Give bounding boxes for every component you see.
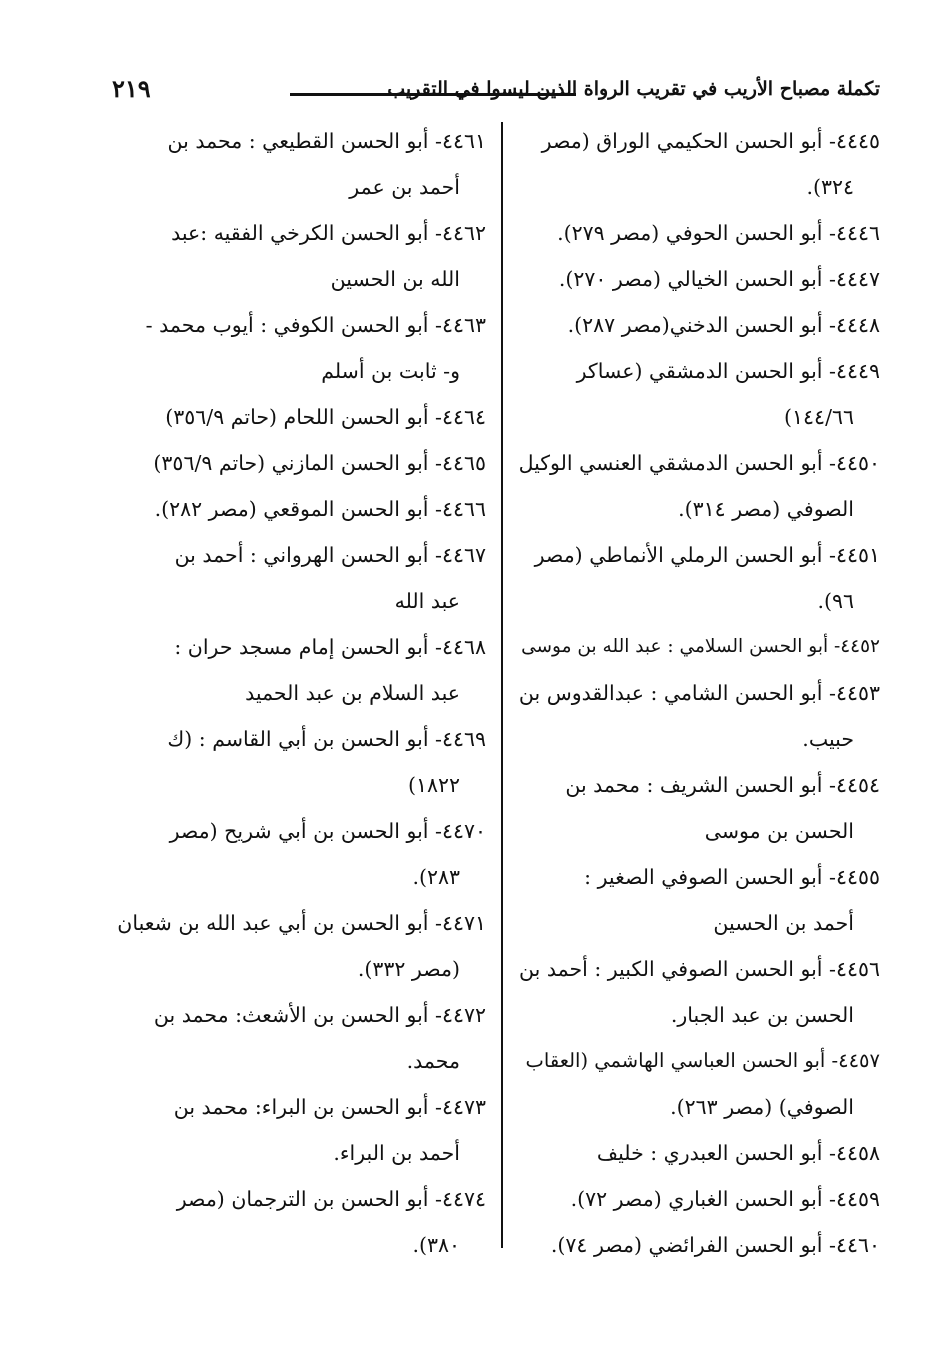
entry-continuation: محمد. (406, 1049, 460, 1073)
entry (112, 210, 486, 302)
page-number: ٢١٩ (112, 74, 151, 103)
entry (518, 302, 880, 348)
entry (112, 624, 486, 716)
entry-line: ٤٤٦٧- أبو الحسن الهرواني : أحمد بن (174, 543, 486, 567)
entry-line: ٤٤٤٥- أبو الحسن الحكيمي الوراق (مصر (541, 129, 880, 153)
entry-line: ٤٤٥٤- أبو الحسن الشريف : محمد بن (565, 773, 880, 797)
entry-line: ٤٤٦٤- أبو الحسن اللحام (حاتم ٣٥٦/٩) (165, 405, 486, 429)
entry (112, 394, 486, 440)
entry (518, 854, 880, 946)
entry-line: ٤٤٥٠- أبو الحسن الدمشقي العنسي الوكيل (518, 451, 880, 475)
entry-line: ٤٤٦٢- أبو الحسن الكرخي الفقيه :عبد (171, 221, 486, 245)
entry (112, 808, 486, 900)
entry (518, 1222, 880, 1268)
entry-line: ٤٤٥٢- أبو الحسن السلامي : عبد الله بن موسى (521, 636, 880, 657)
entry-line: ٤٤٦٥- أبو الحسن المازني (حاتم ٣٥٦/٩) (153, 451, 486, 475)
entry (518, 440, 880, 532)
entry (518, 624, 880, 670)
left-column (112, 118, 486, 1268)
entry-continuation: (مصر ٣٣٢). (357, 957, 460, 981)
entry-line: ٤٤٥٩- أبو الحسن الغباري (مصر ٧٢). (570, 1187, 880, 1211)
entry-continuation: الله بن الحسين (330, 267, 460, 291)
entry (112, 900, 486, 992)
entry-line: ٤٤٤٦- أبو الحسن الحوفي (مصر ٢٧٩). (557, 221, 880, 245)
entry (112, 302, 486, 394)
entry-continuation: و- ثابت بن أسلم (321, 359, 460, 383)
entry (112, 716, 486, 808)
entry (518, 1130, 880, 1176)
entry (112, 1176, 486, 1268)
entry-line: ٤٤٦١- أبو الحسن القطيعي : محمد بن (167, 129, 486, 153)
entry-continuation: أحمد بن البراء. (333, 1141, 460, 1165)
entry-line: ٤٤٧٠- أبو الحسن بن أبي شريح (مصر (169, 819, 486, 843)
entry-line: ٤٤٤٨- أبو الحسن الدخني(مصر ٢٨٧). (567, 313, 880, 337)
entry-line: ٤٤٥٥- أبو الحسن الصوفي الصغير : (584, 865, 880, 889)
entry-line: ٤٤٥٦- أبو الحسن الصوفي الكبير : أحمد بن (519, 957, 880, 981)
entry-line: ٤٤٤٩- أبو الحسن الدمشقي (عساكر (576, 359, 880, 383)
entry-line: ٤٤٧٢- أبو الحسن بن الأشعث: محمد بن (153, 1003, 486, 1027)
entry-continuation: أحمد بن عمر (349, 175, 460, 199)
entry-line: ٤٤٦٦- أبو الحسن الموقعي (مصر ٢٨٢). (154, 497, 486, 521)
entry-line: ٤٤٧٣- أبو الحسن بن البراء: محمد بن (173, 1095, 486, 1119)
entry (518, 1176, 880, 1222)
entry-continuation: أحمد بن الحسين (713, 911, 854, 935)
entry-continuation: حبيب. (802, 727, 854, 751)
entry-continuation: عبد الله (394, 589, 460, 613)
entry-continuation: ٩٦). (817, 589, 854, 613)
entry-line: ٤٤٦٩- أبو الحسن بن أبي القاسم : (ك (167, 727, 486, 751)
entry-continuation: الحسن بن عبد الجبار. (670, 1003, 854, 1027)
entry (518, 670, 880, 762)
entry-line: ٤٤٥٧- أبو الحسن العباسي الهاشمي (العقاب (525, 1049, 880, 1072)
entry-continuation: ٣٢٤). (806, 175, 854, 199)
entry (518, 532, 880, 624)
entry-line: ٤٤٥٣- أبو الحسن الشامي : عبدالقدوس بن (518, 681, 880, 705)
entry (112, 992, 486, 1084)
entry-continuation: الصوفي (مصر ٣١٤). (678, 497, 854, 521)
page-header (112, 74, 880, 110)
right-column (518, 118, 880, 1268)
entry (518, 762, 880, 854)
entry (112, 440, 486, 486)
entry-continuation: ٢٨٣). (412, 865, 460, 889)
entry (518, 256, 880, 302)
entry-line: ٤٤٥١- أبو الحسن الرملي الأنماطي (مصر (534, 543, 880, 567)
entry (518, 118, 880, 210)
entry-line: ٤٤٥٨- أبو الحسن العبدري : خليف (596, 1141, 880, 1165)
entry-continuation: عبد السلام بن عبد الحميد (245, 681, 460, 705)
entry-line: ٤٤٦٠- أبو الحسن الفرائضي (مصر ٧٤). (550, 1233, 880, 1257)
entry-line: ٤٤٦٣- أبو الحسن الكوفي : أيوب محمد - (145, 313, 486, 337)
entry-line: ٤٤٧٤- أبو الحسن بن الترجمان (مصر (176, 1187, 486, 1211)
entry-line: ٤٤٧١- أبو الحسن بن أبي عبد الله بن شعبان (117, 911, 486, 935)
entry-continuation: الصوفي) (مصر ٢٦٣). (670, 1095, 854, 1119)
entry (518, 946, 880, 1038)
entry-continuation: الحسن بن موسى (704, 819, 854, 843)
entry (518, 210, 880, 256)
entry-continuation: ٣٨٠). (412, 1233, 460, 1257)
running-title: تكملة مصباح الأريب في تقريب الرواة الذين ليسوا في التقريب (387, 78, 880, 100)
entry-continuation: ١٤٤/٦٦) (784, 405, 854, 429)
entry-line: ٤٤٤٧- أبو الحسن الخيالي (مصر ٢٧٠). (558, 267, 880, 291)
column-divider (501, 122, 503, 1248)
entry (518, 1038, 880, 1130)
entry (112, 1084, 486, 1176)
entry (112, 532, 486, 624)
entry-continuation: ١٨٢٢) (407, 773, 460, 797)
entry (112, 118, 486, 210)
entry (518, 348, 880, 440)
entry (112, 486, 486, 532)
entry-line: ٤٤٦٨- أبو الحسن إمام مسجد حران : (174, 635, 486, 659)
